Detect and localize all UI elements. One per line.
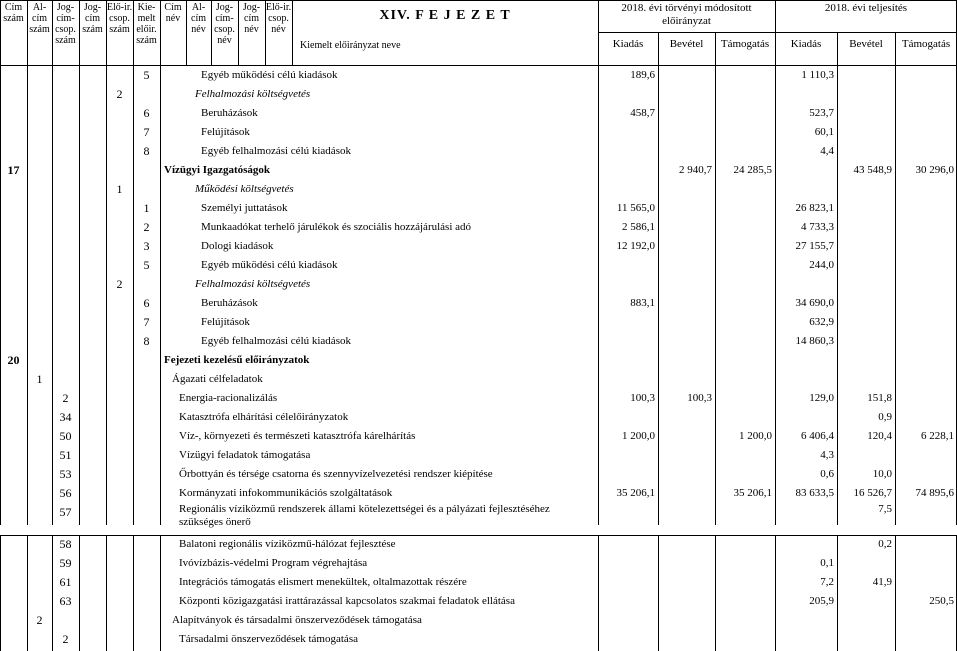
cell-t2: 74 895,6 (915, 487, 954, 499)
cell-b2: 120,4 (867, 430, 892, 442)
cell-jcs: 34 (59, 410, 72, 424)
cell-name: Egyéb felhalmozási célú kiadások (201, 335, 351, 347)
cell-jcs: 59 (59, 556, 72, 570)
table-row (0, 503, 957, 535)
table-row (0, 592, 957, 611)
cell-cim: 17 (7, 163, 20, 177)
col-cim-nev: Cím név (164, 2, 182, 24)
cell-ke: 2 (143, 220, 150, 234)
cell-jcs: 58 (59, 537, 72, 551)
cell-ecs: 2 (116, 87, 123, 101)
cell-name: Személyi juttatások (201, 202, 288, 214)
cell-k2: 6 406,4 (801, 430, 834, 442)
cell-k2: 14 860,3 (795, 335, 834, 347)
cell-name: Működési költségvetés (195, 183, 294, 195)
cell-name: Ivóvízbázis-védelmi Program végrehajtása (179, 557, 368, 569)
cell-name: Energia-racionalizálás (179, 392, 278, 404)
cell-b2: 16 526,7 (853, 487, 892, 499)
table-row (0, 161, 957, 180)
cell-jcs: 57 (59, 505, 72, 519)
cell-ke: 8 (143, 144, 150, 158)
cell-t1: 1 200,0 (739, 430, 772, 442)
cell-k1: 100,3 (630, 392, 655, 404)
grid-line (292, 0, 293, 66)
cell-name: Vízügyi feladatok támogatása (179, 449, 311, 461)
group-teljesites: 2018. évi teljesítés (824, 2, 908, 14)
cell-ke: 5 (143, 68, 150, 82)
cell-b2: 0,9 (878, 411, 892, 423)
table-row (0, 123, 957, 142)
table-row (0, 573, 957, 592)
cell-name: Felhalmozási költségvetés (195, 88, 311, 100)
cell-name: Őrbottyán és térsége csatorna és szennyvízelvezetési rendszer kiépítése (179, 468, 493, 480)
cell-name: Balatoni regionális víziközmű-hálózat fejlesztése (179, 538, 396, 550)
cell-k2: 7,2 (820, 576, 834, 588)
cell-alcim: 1 (36, 372, 43, 386)
grid-line (186, 0, 187, 66)
cell-name: Regionális víziközmű rendszerek állami kötelezettségei és a pályázati fejlesztéséhez (179, 503, 550, 515)
col-alcim-szam: Al-cím szám (29, 2, 50, 35)
cell-k1: 883,1 (630, 297, 655, 309)
cell-k2: 205,9 (809, 595, 834, 607)
cell-k2: 83 633,5 (795, 487, 834, 499)
cell-t2: 6 228,1 (921, 430, 954, 442)
cell-k2: 129,0 (809, 392, 834, 404)
col-cim-szam: Cím szám (3, 2, 24, 24)
col-kiemelt-eloir-szam: Kie-melt előir. szám (136, 2, 157, 46)
cell-cim: 20 (7, 353, 20, 367)
cell-name: Kormányzati infokommunikációs szolgáltatások (179, 487, 393, 499)
table-row (0, 446, 957, 465)
table-row (0, 142, 957, 161)
cell-k2: 26 823,1 (795, 202, 834, 214)
cell-jcs: 63 (59, 594, 72, 608)
cell-jcs: 61 (59, 575, 72, 589)
table-row (0, 408, 957, 427)
cell-name: Munkaadókat terhelő járulékok és szociális hozzájárulási adó (201, 221, 472, 233)
cell-b2: 10,0 (872, 468, 892, 480)
cell-name-continued: szükséges önerő (179, 516, 251, 528)
col-alcim-nev: Al-cím név (191, 2, 206, 35)
cell-ke: 6 (143, 106, 150, 120)
col-kiadas-1: Kiadás (612, 38, 644, 50)
cell-ke: 7 (143, 125, 150, 139)
table-row (0, 535, 957, 554)
table-row (0, 389, 957, 408)
cell-jcs: 2 (62, 632, 69, 646)
col-tamogatas-1: Támogatás (720, 38, 770, 50)
cell-name: Fejezeti kezelésű előirányzatok (164, 354, 310, 366)
cell-b2: 0,2 (878, 538, 892, 550)
table-row (0, 256, 957, 275)
cell-alcim: 2 (36, 613, 43, 627)
cell-jcs: 50 (59, 429, 72, 443)
cell-name: Központi közigazgatási irattárazással kapcsolatos szakmai feladatok ellátása (179, 595, 515, 607)
cell-name: Beruházások (201, 107, 258, 119)
col-eloir-csop-nev: Elő-ir. csop. név (265, 2, 292, 35)
cell-k2: 27 155,7 (795, 240, 834, 252)
cell-ke: 6 (143, 296, 150, 310)
cell-name: Vízügyi Igazgatóságok (164, 164, 271, 176)
cell-k1: 11 565,0 (616, 202, 655, 214)
table-row (0, 313, 957, 332)
cell-jcs: 2 (62, 391, 69, 405)
rule-group-split (598, 32, 957, 33)
cell-k2: 4,3 (820, 449, 834, 461)
cell-ke: 1 (143, 201, 150, 215)
cell-k2: 4 733,3 (801, 221, 834, 233)
table-row (0, 370, 957, 389)
table-row (0, 465, 957, 484)
cell-b2: 41,9 (872, 576, 892, 588)
col-kiadas-2: Kiadás (790, 38, 822, 50)
table-row (0, 218, 957, 237)
table-header (0, 0, 957, 66)
cell-k1: 1 200,0 (622, 430, 655, 442)
cell-ke: 5 (143, 258, 150, 272)
col-bevetel-2: Bevétel (849, 38, 883, 50)
cell-jcs: 53 (59, 467, 72, 481)
cell-name: Integrációs támogatás elismert menekültek, oltalmazottak részére (179, 576, 467, 588)
table-row (0, 199, 957, 218)
cell-k1: 12 192,0 (616, 240, 655, 252)
table-row (0, 611, 957, 630)
col-jogcim-nev: Jog-cím név (242, 2, 261, 35)
col-bevetel-1: Bevétel (669, 38, 704, 50)
grid-line (265, 0, 266, 66)
table-row (0, 85, 957, 104)
cell-b2: 43 548,9 (853, 164, 892, 176)
cell-k2: 4,4 (820, 145, 834, 157)
group-modositott: 2018. évi törvényi módosított előirányzat (621, 2, 752, 27)
cell-k2: 0,6 (820, 468, 834, 480)
table-row (0, 104, 957, 123)
col-tamogatas-2: Támogatás (901, 38, 951, 50)
cell-ke: 8 (143, 334, 150, 348)
cell-t1: 35 206,1 (733, 487, 772, 499)
table-row (0, 351, 957, 370)
cell-k2: 0,1 (820, 557, 834, 569)
cell-ke: 3 (143, 239, 150, 253)
chapter-title: XIV. F E J E Z E T (379, 8, 511, 23)
cell-name: Felújítások (201, 316, 250, 328)
col-jogcimcsop-nev: Jog-cím-csop. név (214, 2, 235, 46)
table-row (0, 180, 957, 199)
cell-b1: 2 940,7 (679, 164, 712, 176)
table-row (0, 427, 957, 446)
cell-k2: 244,0 (809, 259, 834, 271)
cell-k2: 1 110,3 (801, 69, 834, 81)
table-row (0, 630, 957, 649)
col-jogcim-szam: Jog-cím szám (82, 2, 103, 35)
cell-name: Dologi kiadások (201, 240, 274, 252)
cell-name: Egyéb felhalmozási célú kiadások (201, 145, 351, 157)
cell-name: Társadalmi önszerveződések támogatása (179, 633, 358, 645)
rule-top (0, 0, 957, 1)
cell-name: Ágazati célfeladatok (172, 373, 263, 385)
col-kiemelt-nev: Kiemelt előirányzat neve (300, 40, 401, 51)
cell-k1: 2 586,1 (622, 221, 655, 233)
table-row (0, 332, 957, 351)
cell-k2: 60,1 (814, 126, 834, 138)
grid-line (238, 0, 239, 66)
col-jogcimcsop-szam: Jog-cím-csop. szám (55, 2, 76, 46)
cell-name: Beruházások (201, 297, 258, 309)
cell-jcs: 56 (59, 486, 72, 500)
cell-ecs: 1 (116, 182, 123, 196)
table-row (0, 554, 957, 573)
cell-k2: 34 690,0 (795, 297, 834, 309)
table-row (0, 294, 957, 313)
cell-name: Egyéb működési célú kiadások (201, 259, 338, 271)
cell-k1: 35 206,1 (616, 487, 655, 499)
table-row (0, 66, 957, 85)
table-row (0, 237, 957, 256)
cell-b2: 7,5 (878, 503, 892, 515)
grid-line (211, 0, 212, 66)
cell-k1: 458,7 (630, 107, 655, 119)
cell-name: Felújítások (201, 126, 250, 138)
cell-name: Víz-, környezeti és természeti katasztrófa kárelhárítás (179, 430, 416, 442)
cell-name: Egyéb működési célú kiadások (201, 69, 338, 81)
cell-b1: 100,3 (687, 392, 712, 404)
cell-k2: 632,9 (809, 316, 834, 328)
cell-t2: 250,5 (929, 595, 954, 607)
col-eloir-csop-szam: Elő-ir. csop. szám (106, 2, 133, 35)
cell-name: Katasztrófa elhárítási célelőirányzatok (179, 411, 349, 423)
cell-name: Felhalmozási költségvetés (195, 278, 311, 290)
cell-jcs: 51 (59, 448, 72, 462)
cell-k2: 523,7 (809, 107, 834, 119)
cell-k1: 189,6 (630, 69, 655, 81)
cell-name: Alapítványok és társadalmi önszerveződések támogatása (172, 614, 422, 626)
cell-t2: 30 296,0 (915, 164, 954, 176)
cell-ke: 7 (143, 315, 150, 329)
cell-b2: 151,8 (867, 392, 892, 404)
cell-t1: 24 285,5 (733, 164, 772, 176)
cell-ecs: 2 (116, 277, 123, 291)
table-row (0, 275, 957, 294)
